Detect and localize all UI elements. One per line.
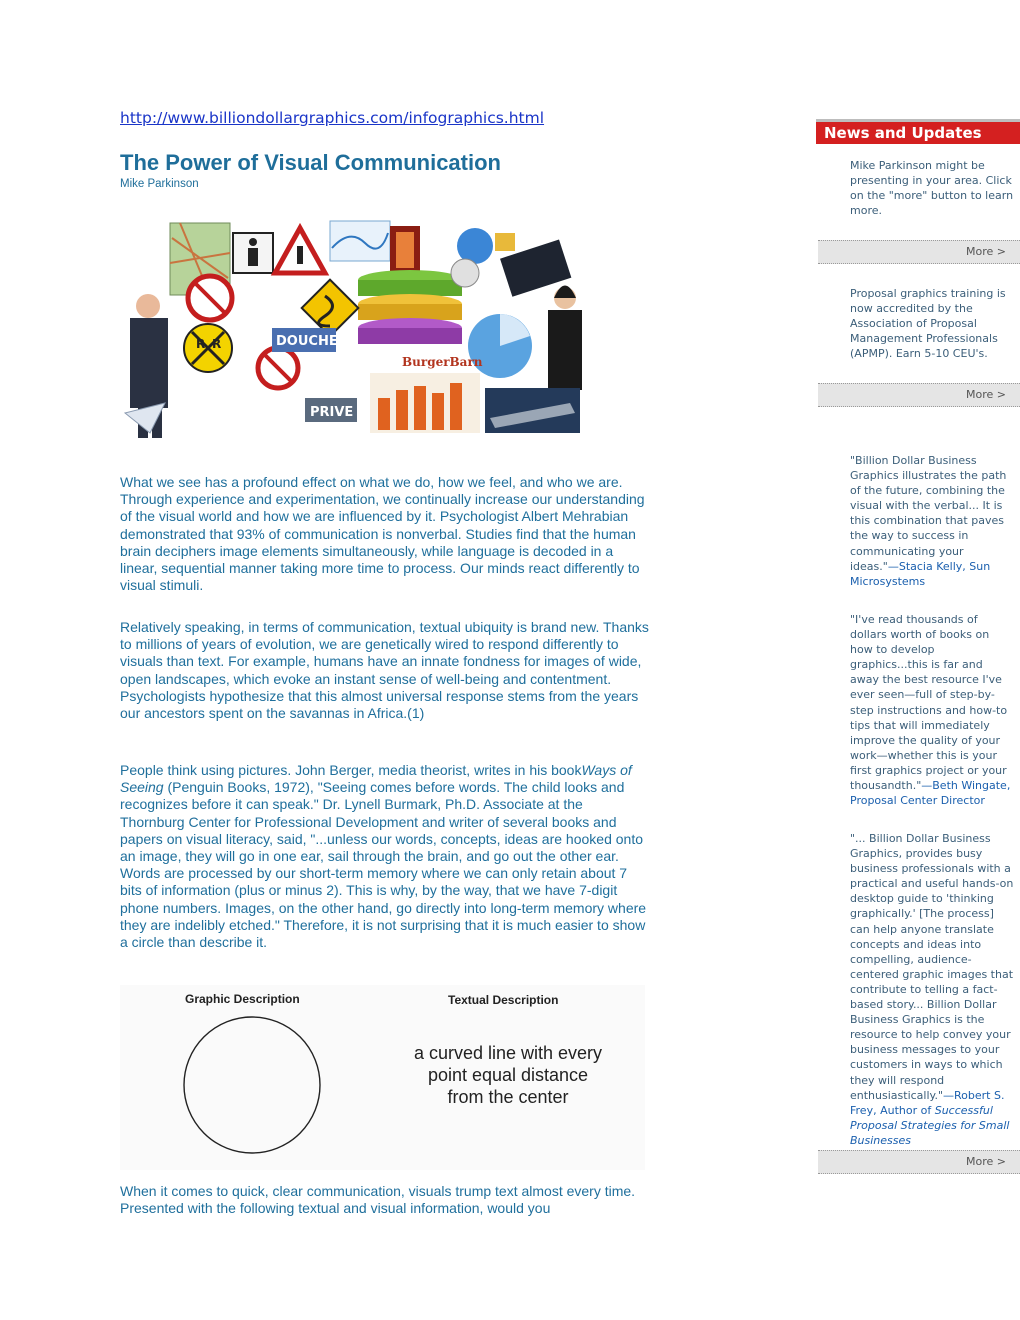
- svg-text:R: R: [196, 337, 206, 351]
- news-item-apmp: Proposal graphics training is now accredited by the Association of Proposal Management Professionals (APMP). Earn 5-10 CEU's.: [850, 287, 1006, 361]
- more-button-3[interactable]: More >: [818, 1150, 1020, 1174]
- sidebar-header: News and Updates: [816, 119, 1020, 144]
- source-url-link[interactable]: http://www.billiondollargraphics.com/infographics.html: [120, 109, 545, 127]
- book-title-ways-of-seeing: Ways of Seeing: [120, 762, 632, 796]
- visual-communication-collage: [120, 218, 618, 448]
- paragraph-3: People think using pictures. John Berger, media theorist, writes in his bookWays of Seeing (Penguin Books, 1972), "Seeing comes before words. The child looks and recognizes before it can speak." Dr. Lynell Burmark, Ph.D. Associate at the Thornburg Center for Professional Development and writer of several books and papers on visual literacy, said, "...unless our words, concepts, ideas are hooked onto an image, they will go in one ear, sail through the brain, and go out the other ear. Words are processed by our short-term memory where we can only retain about 7 bits of information (plus or minus 2). This is why, by the way, that we have 7-digit phone numbers. Images, on the other hand, go directly into long-term memory where they are indelibly etched." Therefore, it is not surprising that it is much easier to show a circle than describe it.: [120, 762, 647, 951]
- paragraph-4: When it comes to quick, clear communication, visuals trump text almost every time. Presented with the following textual and visual information, would you: [120, 1183, 636, 1217]
- testimonial-beth-wingate: "I've read thousands of dollars worth of books on how to develop graphics...this is far and away the best resource I've ever seen—full of step-by-step instructions and how-to tips that will immediately improve the quality of your work—whether this is your first graphics project or your thousandth."—Beth Wingate, Proposal Center Director: [850, 613, 1011, 808]
- svg-text:BurgerBarn: BurgerBarn: [402, 355, 483, 369]
- textual-description-line-1: a curved line with every: [413, 1043, 603, 1063]
- testimonial-robert-frey: "... Billion Dollar Business Graphics, provides busy business professionals with a practical and useful hands-on desktop guide to 'thinking graphically.' [The process] can help anyone translate concepts and ideas into compelling, audience-centered graphic images that contribute to telling a fact-based story... Billion Dollar Business Graphics is the resource to help convey your business messages to your customers in ways to which they will respond enthusiastically."—Robert S. Frey, Author of Successful Proposal Strategies for Small Businesses: [850, 832, 1014, 1147]
- paragraph-1: What we see has a profound effect on what we do, how we feel, and who we are. Through experience and experimentation, we continually increase our understanding of the visual world and how we are influenced by it. Psychologist Albert Mehrabian demonstrated that 93% of communication is nonverbal. Studies find that the human brain deciphers image elements simultaneously, while language is decoded in a linear, sequential manner taking more time to process. Our minds react differently to visual stimuli.: [120, 474, 645, 594]
- textual-description-label: Textual Description: [448, 993, 559, 1007]
- circle-description-diagram: [120, 985, 645, 1170]
- svg-text:DOUCHES: DOUCHES: [276, 334, 348, 349]
- svg-text:R: R: [212, 337, 222, 351]
- more-button-2[interactable]: More >: [818, 383, 1020, 407]
- paragraph-2: Relatively speaking, in terms of communication, textual ubiquity is brand new. Thanks to millions of years of evolution, we are genetically wired to respond differently to visuals than text. For example, humans have an innate fondness for images of wide, open landscapes, which evoke an instant sense of well-being and contentment. Psychologists hypothesize that this almost universal response stems from the years our ancestors spent on the savannas in Africa.(1): [120, 619, 649, 722]
- testimonial-stacia-kelly: "Billion Dollar Business Graphics illustrates the path of the future, combining the visual with the verbal... It is this combination that paves the way to success in communicating your ideas."—Stacia Kelly, Sun Microsystems: [850, 454, 1007, 588]
- textual-description-line-3: from the center: [447, 1087, 569, 1107]
- svg-text:PRIVE: PRIVE: [310, 405, 354, 420]
- more-button-1[interactable]: More >: [818, 240, 1020, 264]
- textual-description-line-2: point equal distance: [427, 1065, 589, 1085]
- news-item-presenting: Mike Parkinson might be presenting in your area. Click on the "more" button to learn more.: [850, 159, 1014, 218]
- article-title: The Power of Visual Communication: [120, 150, 501, 175]
- news-sidebar: [814, 106, 1020, 1181]
- article-author: Mike Parkinson: [120, 178, 199, 190]
- graphic-description-label: Graphic Description: [185, 992, 300, 1006]
